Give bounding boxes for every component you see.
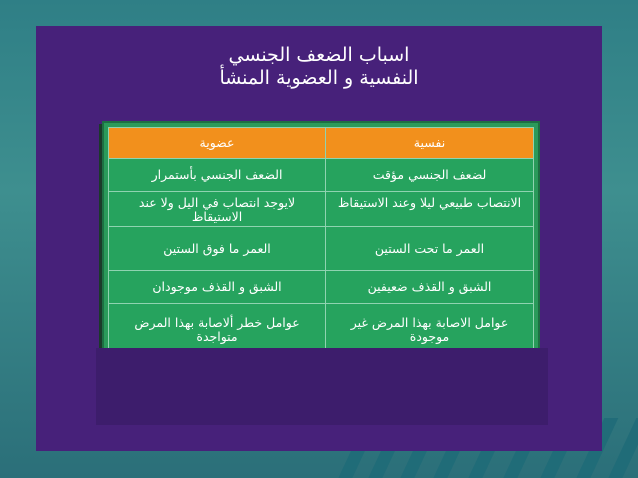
table-row xyxy=(109,227,534,271)
cell-psych: عوامل الاصابة بهذا المرض غير موجودة xyxy=(326,304,534,359)
cell-organic: لايوجد انتصاب في اليل ولا عند الاستيقاظ xyxy=(109,192,326,227)
cell-psych: لضعف الجنسي مؤقت xyxy=(326,159,534,192)
header-psych: نفسية xyxy=(326,128,534,159)
table-row xyxy=(109,159,534,192)
cell-organic: العمر ما فوق الستين xyxy=(109,227,326,271)
title-line-1: اسباب الضعف الجنسي xyxy=(228,44,410,66)
bottom-band xyxy=(96,348,548,425)
comparison-table xyxy=(108,127,534,358)
cell-psych: الانتصاب طبيعي ليلا وعند الاستيقاظ xyxy=(326,192,534,227)
table-row xyxy=(109,192,534,227)
cell-organic: الضعف الجنسي بأستمرار xyxy=(109,159,326,192)
slide xyxy=(36,26,602,451)
slide-title xyxy=(36,44,602,90)
cell-psych: العمر ما تحت الستين xyxy=(326,227,534,271)
title-line-2: النفسية و العضوية المنشأ xyxy=(219,67,419,89)
header-organic: عضوية xyxy=(109,128,326,159)
cell-organic: عوامل خطر ألاصابة بهذا المرض متواجدة xyxy=(109,304,326,359)
cell-organic: الشبق و القذف موجودان xyxy=(109,271,326,304)
table-row xyxy=(109,271,534,304)
table-header-row xyxy=(109,128,534,159)
cell-psych: الشبق و القذف ضعيفين xyxy=(326,271,534,304)
comparison-table-container xyxy=(102,121,540,358)
